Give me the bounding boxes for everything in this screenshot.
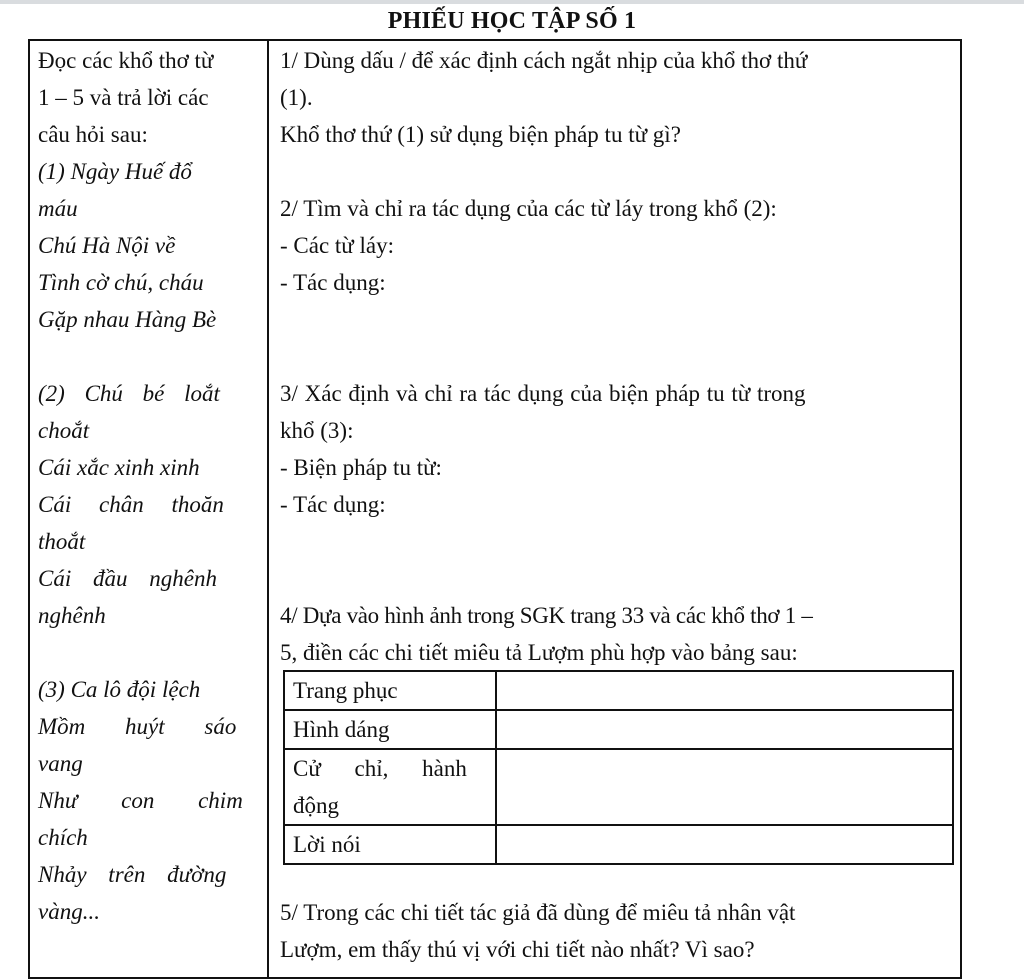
stanza-1-line: Chú Hà Nội về — [38, 233, 176, 258]
character-details-table — [283, 670, 954, 865]
question-gap — [280, 560, 956, 597]
question-3-line: - Biện pháp tu từ: — [280, 455, 442, 480]
question-4-line: 4/ Dựa vào hình ảnh trong SGK trang 33 và các khổ thơ 1 – — [280, 603, 813, 628]
question-5-line: Lượm, em thấy thú vị với chi tiết nào nhất? Vì sao? — [280, 937, 755, 962]
table-row — [284, 825, 953, 864]
question-gap — [280, 523, 956, 560]
intro-line: 1 – 5 và trả lời các — [38, 85, 209, 110]
question-5-line: 5/ Trong các chi tiết tác giả đã dùng để miêu tả nhân vật — [280, 900, 796, 925]
question-1-line: 1/ Dùng dấu / để xác định cách ngắt nhịp của khổ thơ thứ — [280, 48, 808, 73]
table-answer-cell[interactable] — [496, 749, 953, 825]
stanza-3-line: Nhảy trên đường — [38, 862, 227, 887]
question-gap — [280, 153, 956, 190]
question-gap — [280, 301, 956, 338]
stanza-1-line: máu — [38, 196, 78, 221]
stanza-2-line: (2) Chú bé loắt — [38, 381, 220, 406]
intro-line: câu hỏi sau: — [38, 122, 148, 147]
page-title: PHIẾU HỌC TẬP SỐ 1 — [387, 8, 637, 34]
table-row-label — [284, 749, 496, 825]
stanza-3-line: chích — [38, 825, 88, 850]
table-row-label: Trang phục — [284, 671, 496, 710]
question-2-line: - Các từ láy: — [280, 233, 395, 258]
poem-column — [38, 42, 258, 930]
stanza-2-line: Cái chân thoăn — [38, 492, 224, 517]
table-answer-cell[interactable] — [496, 710, 953, 749]
stanza-3-line: vang — [38, 751, 83, 776]
question-1-line: Khổ thơ thứ (1) sử dụng biện pháp tu từ gì? — [280, 122, 681, 147]
intro-text: Đọc các khổ thơ từ — [38, 48, 214, 73]
stanza-3-line: Mồm huýt sáo — [38, 714, 237, 739]
stanza-2-line: Cái đầu nghênh — [38, 566, 217, 591]
table-row-label: Lời nói — [284, 825, 496, 864]
question-2-line: - Tác dụng: — [280, 270, 386, 295]
questions-column — [280, 42, 956, 671]
table-row-label-line: Cử chỉ, hành — [293, 756, 467, 781]
stanza-1-line: Tình cờ chú, cháu — [38, 270, 204, 295]
table-answer-cell[interactable] — [496, 825, 953, 864]
question-2-line: 2/ Tìm và chỉ ra tác dụng của các từ láy trong khổ (2): — [280, 196, 777, 221]
question-3-line: khổ (3): — [280, 418, 354, 443]
stanza-gap — [38, 338, 258, 375]
stanza-3-line: (3) Ca lô đội lệch — [38, 677, 201, 702]
stanza-3-line: Như con chim — [38, 788, 243, 813]
question-1-line: (1). — [280, 85, 313, 110]
table-row — [284, 671, 953, 710]
question-3-line: 3/ Xác định và chỉ ra tác dụng của biện pháp tu từ trong — [280, 381, 806, 406]
question-3-line: - Tác dụng: — [280, 492, 386, 517]
table-row — [284, 749, 953, 825]
table-row-label-line: động — [293, 793, 339, 818]
column-divider — [267, 39, 269, 979]
stanza-1-line: (1) Ngày Huế đổ — [38, 159, 192, 184]
stanza-2-line: thoắt — [38, 529, 86, 554]
table-row — [284, 710, 953, 749]
question-gap — [280, 338, 956, 375]
intro-line — [38, 42, 258, 79]
table-row-label: Hình dáng — [284, 710, 496, 749]
question-5 — [280, 894, 956, 968]
stanza-2-line: nghênh — [38, 603, 106, 628]
stanza-2-line: Cái xắc xinh xinh — [38, 455, 200, 480]
stanza-gap — [38, 634, 258, 671]
question-4-line: 5, điền các chi tiết miêu tả Lượm phù hợp vào bảng sau: — [280, 640, 798, 665]
stanza-3-line: vàng... — [38, 899, 100, 924]
stanza-2-line: choắt — [38, 418, 90, 443]
table-answer-cell[interactable] — [496, 671, 953, 710]
stanza-1-line: Gặp nhau Hàng Bè — [38, 307, 217, 332]
